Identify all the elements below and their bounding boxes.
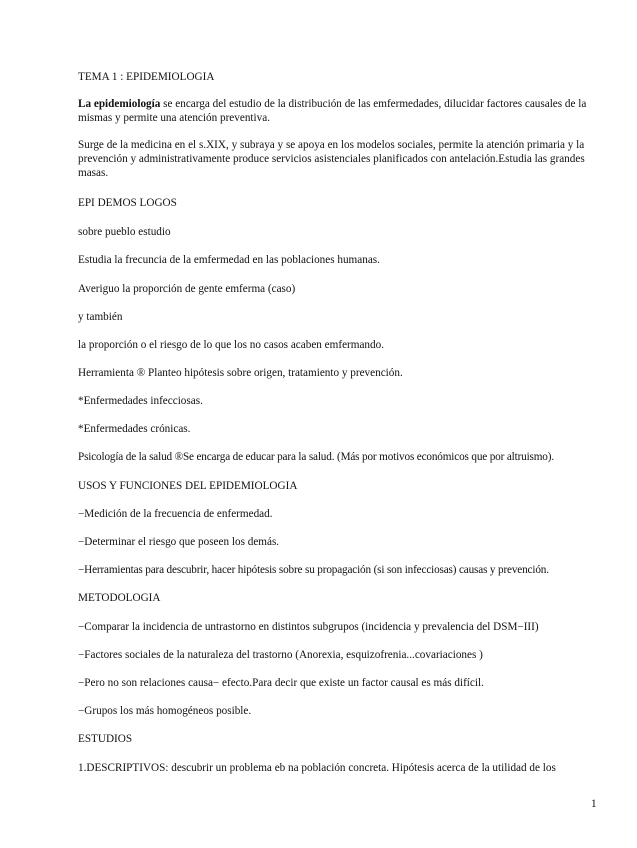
text-line: la proporción o el riesgo de lo que los no casos acaben emfermando.	[78, 339, 385, 351]
list-item: −Medición de la frecuencia de enfermedad.	[78, 508, 273, 520]
text-line: 1.DESCRIPTIVOS: descubrir un problema eb na población concreta. Hipótesis acerca de la utilidad de los	[78, 762, 556, 774]
section-heading: METODOLOGIA	[78, 592, 161, 604]
text-line: Averiguo la proporción de gente emferma (caso)	[78, 283, 296, 295]
list-item: *Enfermedades infecciosas.	[78, 395, 203, 407]
text-line: y también	[78, 311, 123, 323]
paragraph-epidemiology-definition	[78, 97, 598, 125]
page-number: 1	[591, 798, 597, 810]
document-title: TEMA 1 : EPIDEMIOLOGIA	[78, 71, 215, 83]
paragraph-text: se encarga del estudio de la distribución de las emfermedades, dilucidar factores causales de la mismas y permite una atención preventiva.	[78, 98, 587, 124]
bold-term: La epidemiología	[78, 98, 161, 110]
text-line: Herramienta ® Planteo hipótesis sobre origen, tratamiento y prevención.	[78, 367, 403, 379]
list-item: −Factores sociales de la naturaleza del trastorno (Anorexia, esquizofrenia...covariaciones )	[78, 649, 483, 661]
list-item: −Pero no son relaciones causa− efecto.Para decir que existe un factor causal es más difícil.	[78, 677, 484, 689]
text-line: sobre pueblo estudio	[78, 226, 171, 238]
paragraph-origin: Surge de la medicina en el s.XIX, y subraya y se apoya en los modelos sociales, permite la atención primaria y la prevención y administrativamente produce servicios asistenciales planificados con antelación.Estudia las grandes masas.	[78, 139, 585, 179]
text-line: Estudia la frecuncia de la emfermedad en las poblaciones humanas.	[78, 254, 380, 266]
text-line: Psicología de la salud ®Se encarga de educar para la salud. (Más por motivos económicos que por altruismo).	[78, 451, 554, 463]
list-item: −Determinar el riesgo que poseen los demás.	[78, 536, 280, 548]
section-heading: ESTUDIOS	[78, 733, 133, 745]
section-heading: USOS Y FUNCIONES DEL EPIDEMIOLOGIA	[78, 480, 298, 492]
list-item: −Grupos los más homogéneos posible.	[78, 705, 252, 717]
list-item: −Comparar la incidencia de untrastorno en distintos subgrupos (incidencia y prevalencia del DSM−III)	[78, 621, 539, 633]
list-item: −Herramientas para descubrir, hacer hipótesis sobre su propagación (si son infecciosas) causas y prevención.	[78, 564, 549, 576]
text-line: EPI DEMOS LOGOS	[78, 197, 177, 209]
list-item: *Enfermedades crónicas.	[78, 423, 191, 435]
